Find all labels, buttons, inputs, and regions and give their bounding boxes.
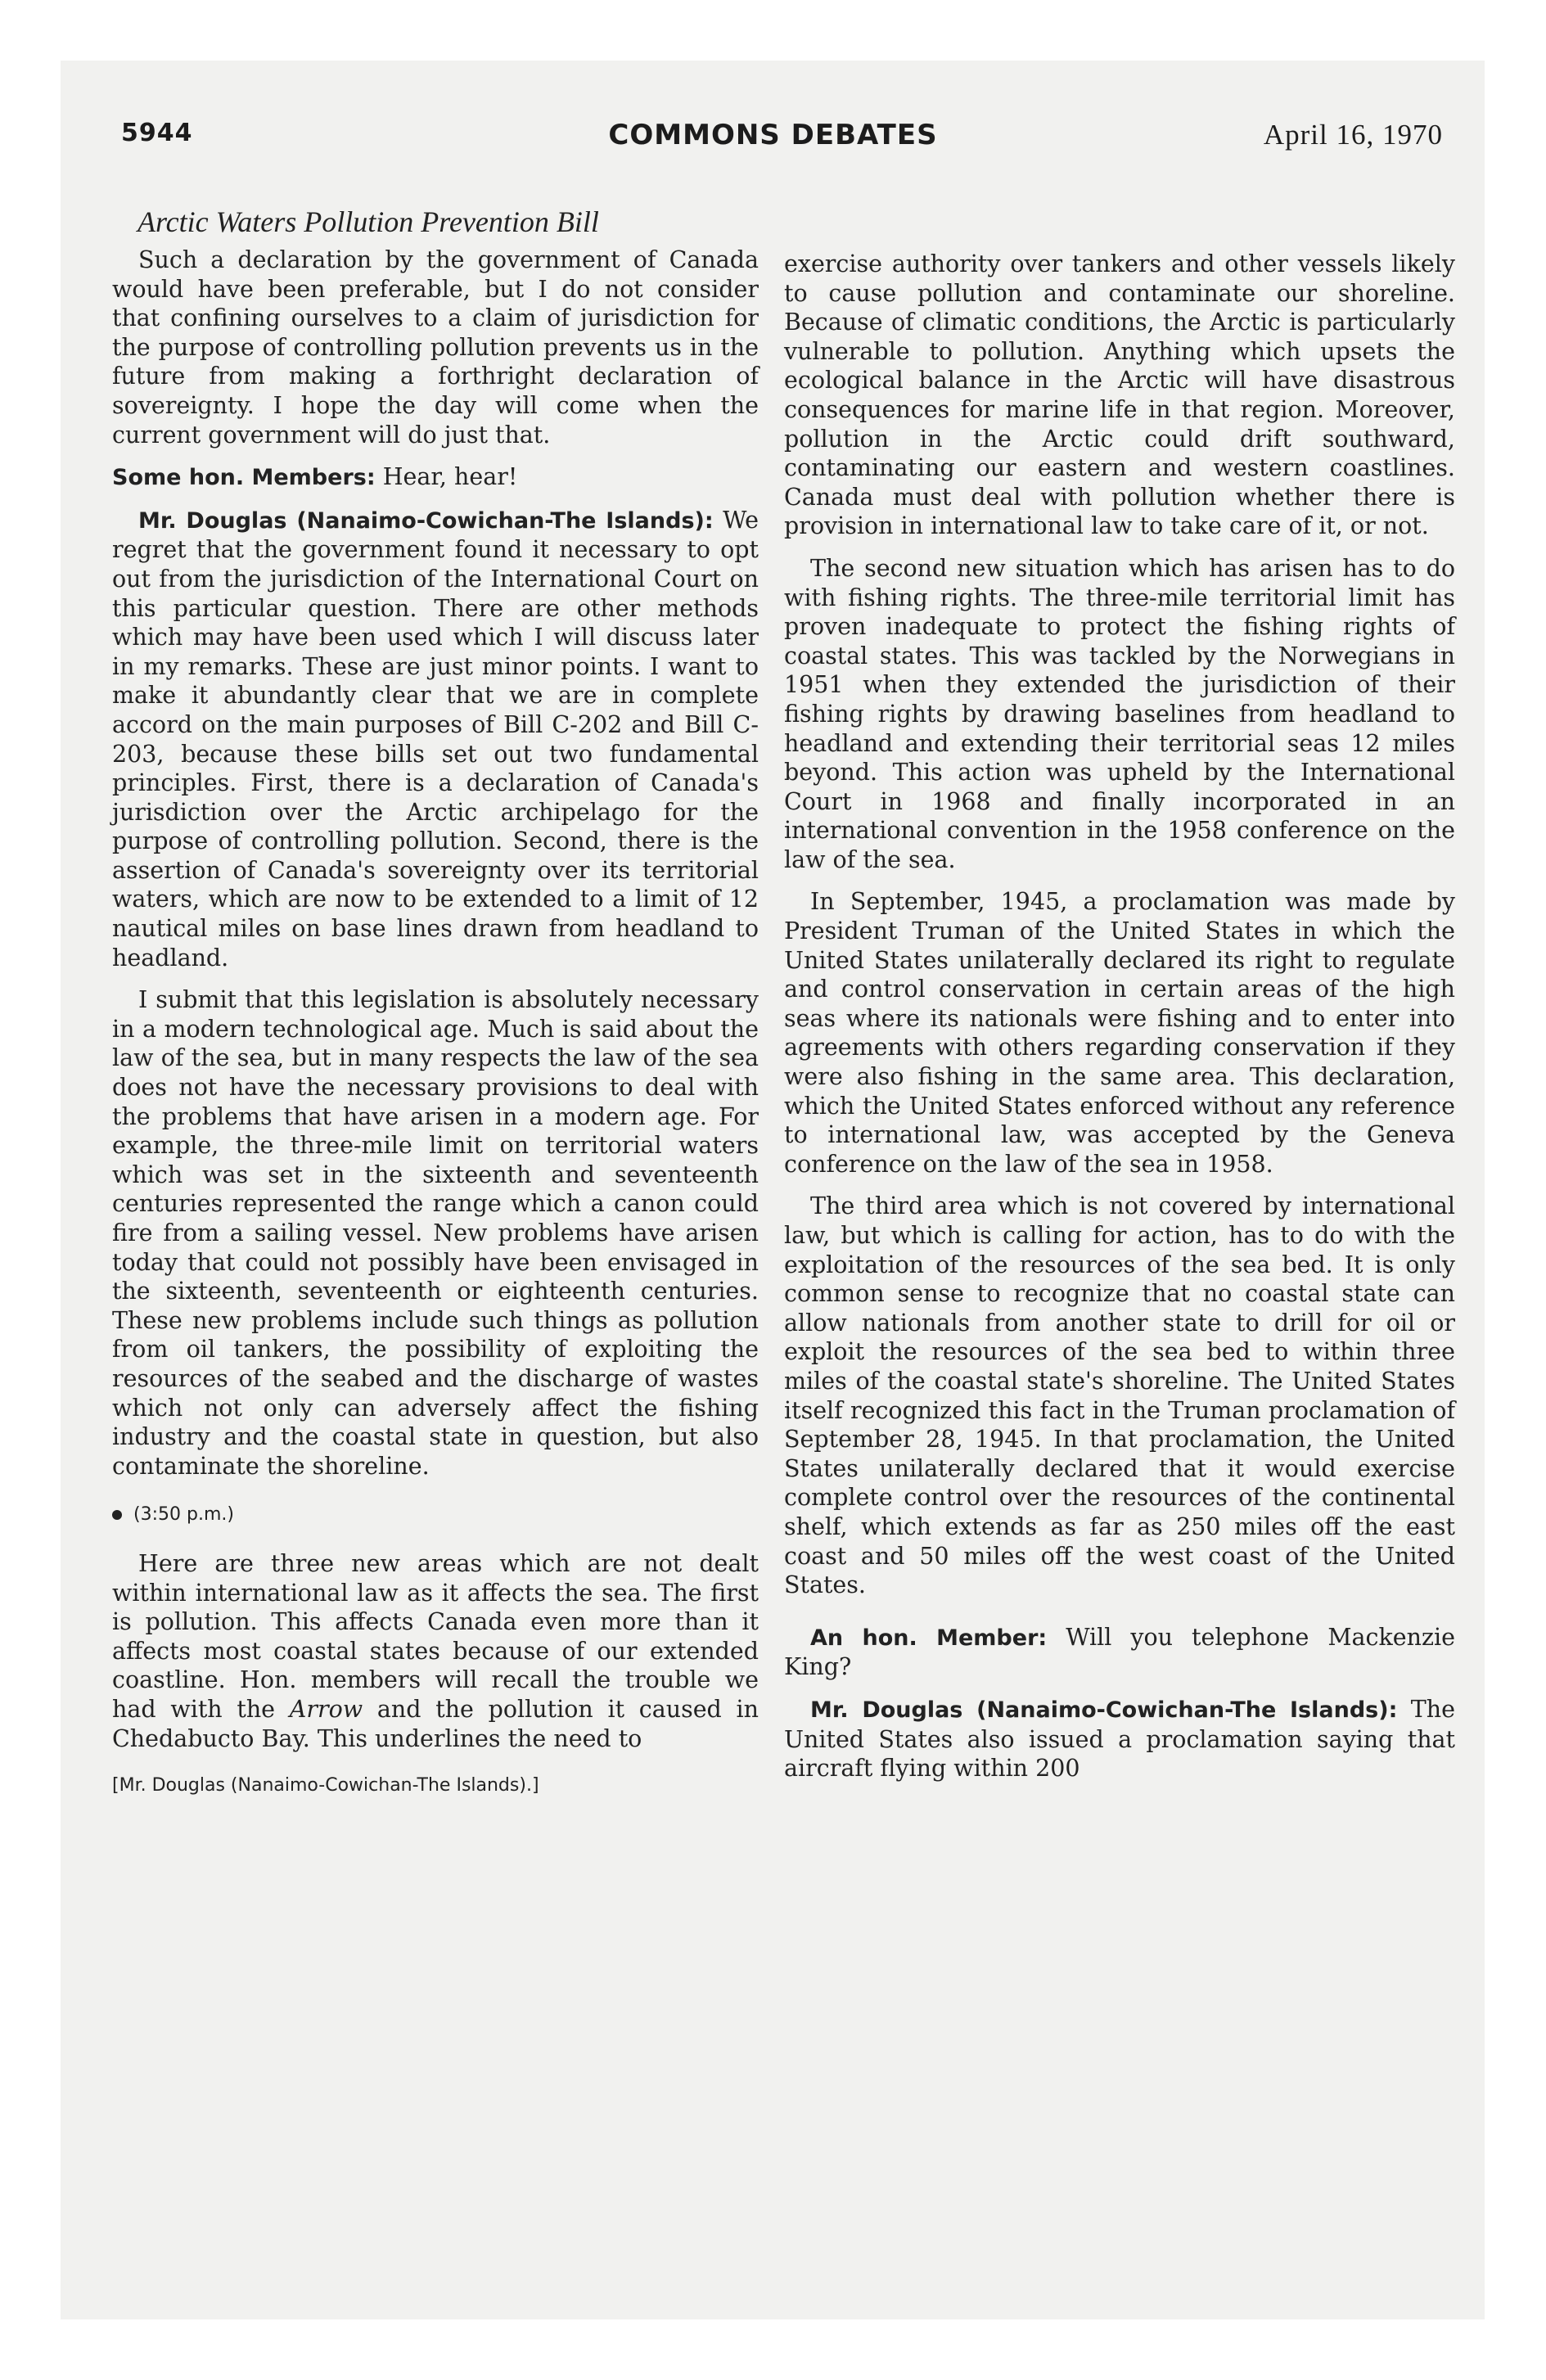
paragraph: I submit that this legislation is absolutely necessary in a modern technological age. Much is said about the law of the sea, but in many respects the law of the sea does not have the necessary provisions to deal with the problems that have arisen in a modern age. For example, the three-mile limit on territorial waters which was set in the sixteenth and seventeenth centuries represented the range which a canon could fire from a sailing vessel. New problems have arisen today that could not possibly have been envisaged in the sixteenth, seventeenth or eighteenth centuries. These new problems include such things as pollution from oil tankers, the possibility of exploiting the resources of the seabed and the discharge of wastes which not only can adversely affect the fishing industry and the coastal state in question, but also contaminate the shoreline.	[112, 986, 759, 1480]
page-header	[0, 119, 1546, 168]
bullet-icon	[112, 1510, 122, 1520]
page-number: 5944	[121, 119, 193, 147]
paragraph-text: Here are three new areas which are not dealt within international law as it affects the sea. The first is pollution. This affects Canada even more than it affects most coastal states because of our extended coastline. Hon. members will recall the trouble we had with the	[112, 1549, 759, 1723]
paragraph: exercise authority over tankers and other vessels likely to cause pollution and contaminate our shoreline. Because of climatic conditions, the Arctic is particularly vulnerable to pollution. Anything which upsets the ecological balance in the Arctic will have disastrous consequences for marine life in that region. Moreover, pollution in the Arctic could drift southward, contaminating our eastern and western coastlines. Canada must deal with pollution whether there is provision in international law to take care of it, or not.	[784, 250, 1455, 540]
speaker-name: Mr. Douglas (Nanaimo-Cowichan-The Islands):	[138, 507, 714, 534]
speech-text: The United States also issued a proclamation saying that aircraft flying within 200	[784, 1695, 1456, 1783]
speech-text: Will you telephone Mackenzie King?	[784, 1623, 1455, 1681]
paragraph	[112, 1549, 759, 1753]
paragraph: In September, 1945, a proclamation was made by President Truman of the United States in which the United States unilaterally declared its right to regulate and control conservation in certain areas of the high seas where its nationals were fishing and to enter into agreements with others regarding conservation if they were also fishing in the same area. This declaration, which the United States enforced without any reference to international law, was accepted by the Geneva conference on the law of the sea in 1958.	[784, 888, 1455, 1178]
paragraph: Such a declaration by the government of Canada would have been preferable, but I do not consider that confining ourselves to a claim of jurisdiction for the purpose of controlling pollution prevents us in the future from making a forthright declaration of sovereignty. I hope the day will come when the current government will do just that.	[112, 246, 759, 449]
right-column	[784, 250, 1455, 1796]
speaker-name: An hon. Member:	[810, 1625, 1048, 1651]
left-column	[112, 246, 759, 1814]
paragraph-text: and the pollution it caused in Chedabucto Bay. This underlines the need to	[112, 1695, 759, 1752]
speaker-attribution: [Mr. Douglas (Nanaimo-Cowichan-The Islands).]	[112, 1775, 539, 1796]
time-text: (3:50 p.m.)	[133, 1504, 234, 1526]
bill-subtitle: Arctic Waters Pollution Prevention Bill	[137, 205, 599, 238]
publication-title: COMMONS DEBATES	[608, 119, 938, 151]
speaker-name: Some hon. Members:	[112, 465, 376, 491]
paragraph	[784, 1695, 1455, 1783]
time-stamp	[112, 1500, 759, 1530]
speech-text: Hear, hear!	[382, 463, 518, 491]
paragraph: The third area which is not covered by international law, but which is calling for action, has to do with the exploitation of the resources of the sea bed. It is only common sense to recognize that no coastal state can allow nationals from another state to drill for oil or exploit the resources of the sea bed to within three miles of the coastal state's shoreline. The United States itself recognized this fact in the Truman proclamation of September 28, 1945. In that proclamation, the United States unilaterally declared that it would exercise complete control over the resources of the continental shelf, which extends as far as 250 miles off the east coast and 50 miles off the west coast of the United States.	[784, 1192, 1455, 1599]
speech-text: We regret that the government found it necessary to opt out from the jurisdiction of the International Court on this particular question. There are other methods which may have been used which I will discuss later in my remarks. These are just minor points. I want to make it abundantly clear that we are in complete accord on the main purposes of Bill C-202 and Bill C-203, because these bills set out two fundamental principles. First, there is a declaration of Canada's jurisdiction over the Arctic archipelago for the purpose of controlling pollution. Second, there is the assertion of Canada's sovereignty over its territorial waters, which are now to be extended to a limit of 12 nautical miles on base lines drawn from headland to headland.	[112, 506, 759, 971]
publication-date: April 16, 1970	[1263, 119, 1443, 151]
paragraph	[112, 506, 759, 973]
paragraph: The second new situation which has arisen has to do with fishing rights. The three-mile territorial limit has proven inadequate to protect the fishing rights of coastal states. This was tackled by the Norwegians in 1951 when they extended the jurisdiction of their fishing rights by drawing baselines from headland to headland and extending their territorial seas 12 miles beyond. This action was upheld by the International Court in 1968 and finally incorporated in an international convention in the 1958 conference on the law of the sea.	[784, 554, 1455, 873]
paragraph	[784, 1623, 1455, 1682]
ship-name: Arrow	[289, 1695, 363, 1723]
paragraph	[112, 462, 759, 493]
speaker-name: Mr. Douglas (Nanaimo-Cowichan-The Islands):	[810, 1697, 1398, 1723]
